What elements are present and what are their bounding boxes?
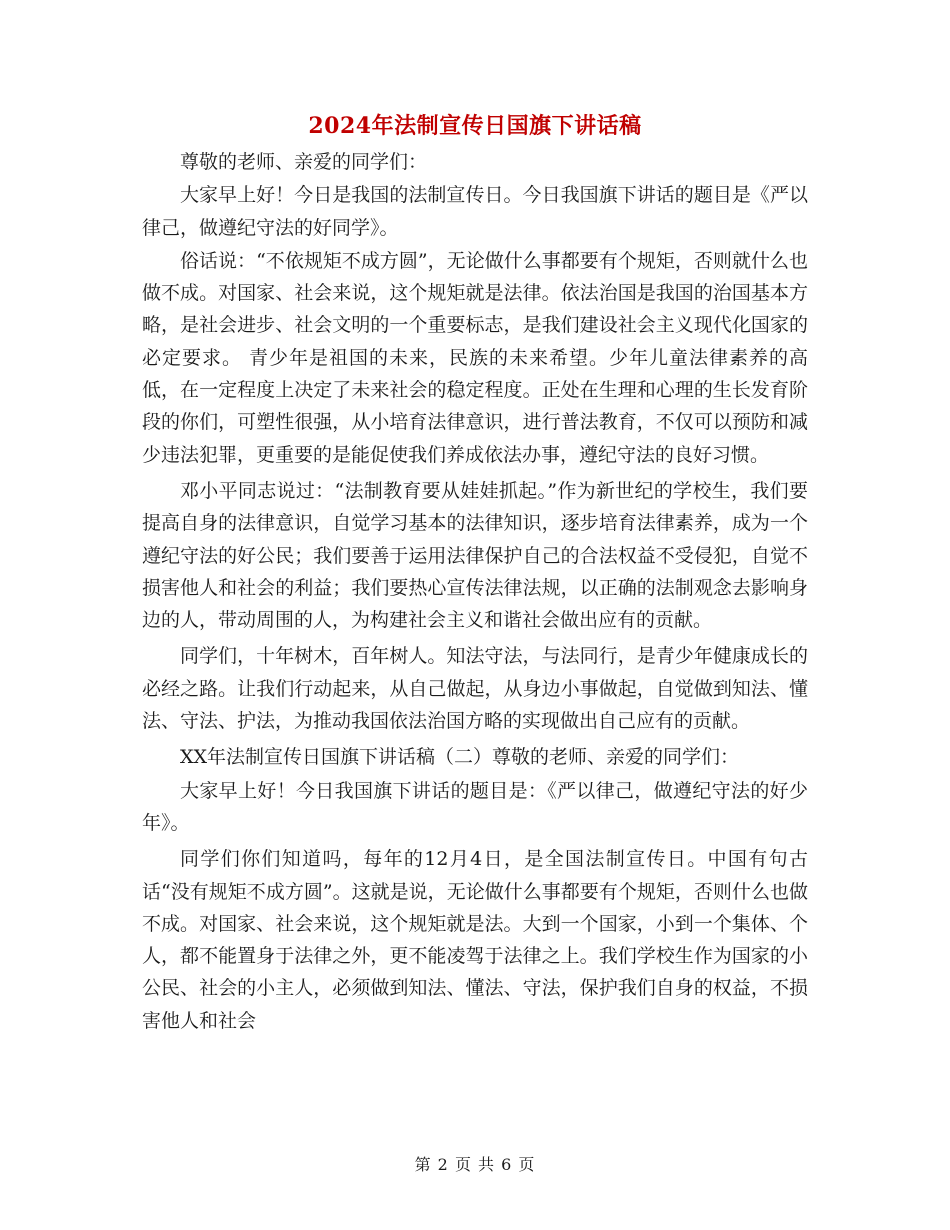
document-page	[142, 108, 808, 1041]
salutation: 尊敬的老师、亲爱的同学们：	[180, 151, 428, 173]
paragraph-law-day: 同学们你们知道吗，每年的12月4日，是全国法制宣传日。中国有句古话“没有规矩不成方圆”。这就是说，无论做什么事都要有个规矩，否则什么也做不成。对国家、社会来说，这个规矩就是法。大到一个国家，小到一个集体、个人，都不能置身于法律之外，更不能凌驾于法律之上。我们学校生作为国家的小公民、社会的小主人，必须做到知法、懂法、守法，保护我们自身的权益，不损害他人和社会	[142, 848, 808, 1032]
paragraph-opening: 大家早上好！今日是我国的法制宣传日。今日我国旗下讲话的题目是《严以律己，做遵纪守法的好同学》。	[142, 184, 808, 239]
paragraph-second-speech-heading: XX年法制宣传日国旗下讲话稿（二）尊敬的老师、亲爱的同学们：	[180, 746, 740, 769]
paragraph-call-to-action: 同学们，十年树木，百年树人。知法守法，与法同行，是青少年健康成长的必经之路。让我们行动起来，从自己做起，从身边小事做起，自觉做到知法、懂法、守法、护法，为推动我国依法治国方略的实现做出自己应有的贡献。	[142, 645, 808, 733]
paragraph-deng-xiaoping: 邓小平同志说过：“法制教育要从娃娃抓起。”作为新世纪的学校生，我们要提高自身的法律意识，自觉学习基本的法律知识，逐步培育法律素养，成为一个遵纪守法的好公民；我们要善于运用法律保护自己的合法权益不受侵犯，自觉不损害他人和社会的利益；我们要热心宣传法律法规，以正确的法制观念去影响身边的人，带动周围的人，为构建社会主义和谐社会做出应有的贡献。	[142, 479, 808, 632]
page-number-footer: 第 2 页 共 6 页	[414, 1155, 536, 1174]
paragraph-proverb: 俗话说：“不依规矩不成方圆”，无论做什么事都要有个规矩，否则就什么也做不成。对国家、社会来说，这个规矩就是法律。依法治国是我国的治国基本方略，是社会进步、社会文明的一个重要标志，是我们建设社会主义现代化国家的必定要求。 青少年是祖国的未来，民族的未来希望。少年儿童法律素养的高低，在一定程度上决定了未来社会的稳定程度。正处在生理和心理的生长发育阶段的你们，可塑性很强，从小培育法律意识，进行普法教育，不仅可以预防和减少违法犯罪，更重要的是能促使我们养成依法办事，遵纪守法的良好习惯。	[142, 249, 808, 466]
document-title: 2024年法制宣传日国旗下讲话稿	[308, 113, 642, 139]
paragraph-second-opening: 大家早上好！今日我国旗下讲话的题目是：《严以律己，做遵纪守法的好少年》。	[142, 779, 808, 834]
